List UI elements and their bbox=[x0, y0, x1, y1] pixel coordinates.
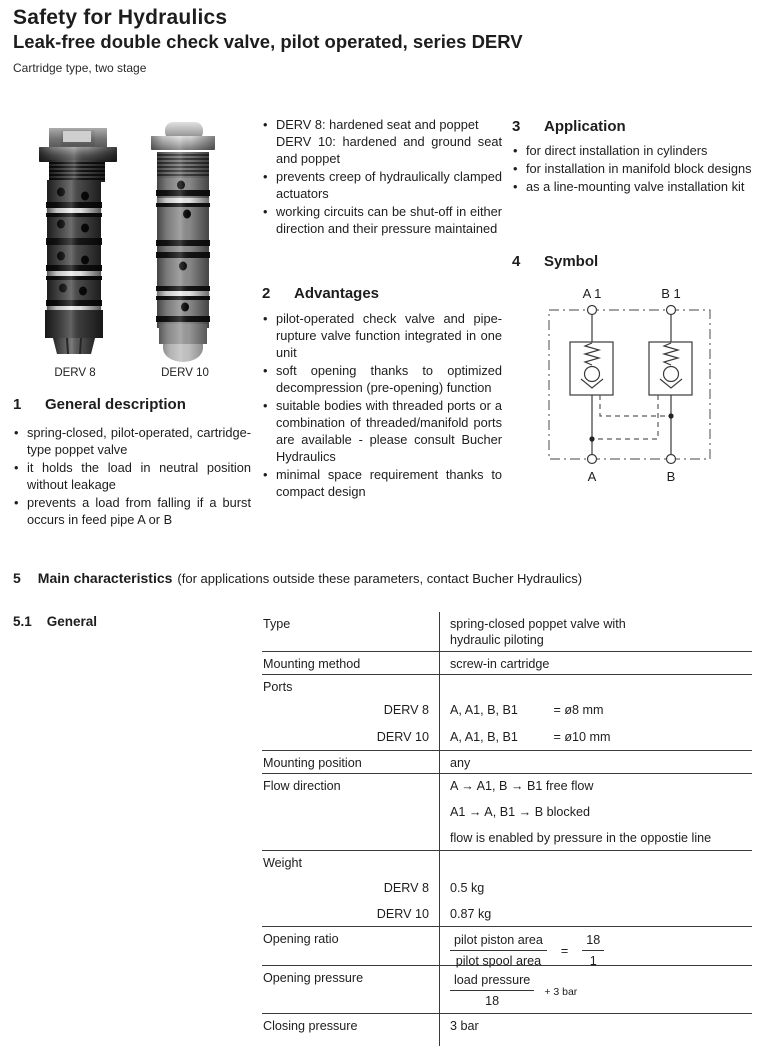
equals-sign: = bbox=[560, 943, 569, 958]
row-value bbox=[439, 675, 752, 698]
spring-icon bbox=[664, 343, 678, 365]
row-sublabel: DERV 10 bbox=[376, 730, 429, 744]
list-item: • it holds the load in neutral position without leakage bbox=[13, 459, 251, 493]
table-row-mounting-method bbox=[262, 652, 752, 675]
row-label: Mounting position bbox=[263, 756, 362, 770]
section-general-description-heading bbox=[13, 396, 251, 414]
port-label-a1: A 1 bbox=[582, 286, 602, 301]
advantages-list bbox=[262, 310, 502, 501]
table-row-ports bbox=[262, 675, 752, 698]
section-title: General description bbox=[45, 396, 186, 413]
row-value: 0.87 kg bbox=[439, 902, 752, 926]
symbol-envelope bbox=[549, 310, 710, 459]
row-value: A, A1, B, B1 = ø10 mm bbox=[439, 725, 752, 750]
list-item: • working circuits can be shut-off in either direction and their pressure maintained bbox=[262, 203, 502, 237]
row-label: Type bbox=[263, 617, 291, 631]
junction-dot bbox=[668, 413, 673, 418]
port-label-a: A bbox=[587, 469, 597, 484]
list-item: • suitable bodies with threaded ports or a combination of threaded/manifold ports are available - please consult Bucher Hydraulics bbox=[262, 397, 502, 465]
list-item: • soft opening thanks to optimized decompression (pre-opening) function bbox=[262, 362, 502, 396]
section-application-heading bbox=[512, 118, 764, 136]
check-ball-icon bbox=[585, 367, 600, 382]
list-item: • pilot-operated check valve and pipe-rupture valve function integrated in one unit bbox=[262, 310, 502, 361]
table-row-ports-derv10 bbox=[262, 725, 752, 751]
row-value: 0.5 kg bbox=[439, 876, 752, 902]
list-item: • prevents a load from falling if a burst occurs in feed pipe A or B bbox=[13, 494, 251, 528]
section-number: 4 bbox=[512, 253, 521, 270]
row-value: 3 bar bbox=[439, 1014, 752, 1046]
row-sublabel: DERV 10 bbox=[376, 907, 429, 921]
list-item: • minimal space requirement thanks to compact design bbox=[262, 466, 502, 500]
row-value bbox=[439, 966, 752, 1013]
page-subtitle: Leak-free double check valve, pilot operated, series DERV bbox=[13, 31, 523, 52]
product-photo-derv10 bbox=[151, 122, 215, 362]
row-value bbox=[439, 851, 752, 876]
page-title: Safety for Hydraulics bbox=[13, 6, 228, 29]
table-row-flow-direction bbox=[262, 774, 752, 851]
list-item: • for direct installation in cylinders bbox=[512, 142, 762, 159]
row-value: A → A1, B → B1 free flow A1 → A, B1 → B blocked flow is enabled by pressure in the oppostie line bbox=[439, 774, 752, 850]
subsection-number: 5.1 bbox=[13, 614, 32, 629]
port-label-b1: B 1 bbox=[661, 286, 681, 301]
section-title: Advantages bbox=[294, 285, 380, 302]
port-circle-b bbox=[667, 455, 676, 464]
section-title: Symbol bbox=[544, 253, 599, 270]
section-title: Application bbox=[544, 118, 626, 135]
table-row-opening-ratio bbox=[262, 927, 752, 966]
section-number: 3 bbox=[512, 118, 521, 135]
subsection-title: General bbox=[46, 614, 98, 629]
list-item: • as a line-mounting valve installation kit bbox=[512, 178, 762, 195]
table-row-weight-derv8 bbox=[262, 876, 752, 902]
section-note: (for applications outside these parameters, contact Bucher Hydraulics) bbox=[177, 571, 583, 586]
section-symbol-heading bbox=[512, 253, 764, 271]
pressure-suffix: + 3 bar bbox=[544, 986, 578, 998]
row-value bbox=[439, 927, 752, 968]
row-value: any bbox=[439, 751, 752, 773]
ratio-value-fraction: $\frac{18}{1}$ bbox=[582, 932, 604, 969]
subsection-general-heading bbox=[13, 614, 97, 629]
section-advantages-heading bbox=[262, 285, 502, 303]
product-photo-derv8 bbox=[39, 128, 117, 354]
caption-derv8: DERV 8 bbox=[54, 367, 96, 379]
row-value: A, A1, B, B1 = ø8 mm bbox=[439, 698, 752, 725]
table-row-type bbox=[262, 612, 752, 652]
opening-pressure-fraction: $\frac{\text{load pressure}}{18}$ bbox=[450, 972, 534, 1009]
section-number: 1 bbox=[13, 396, 22, 413]
junction-dot bbox=[589, 436, 594, 441]
port-circle-a bbox=[588, 455, 597, 464]
row-label: Weight bbox=[263, 856, 302, 870]
spring-icon bbox=[585, 343, 599, 365]
section-number: 2 bbox=[262, 285, 271, 302]
list-item: • for installation in manifold block designs bbox=[512, 160, 762, 177]
section-number: 5 bbox=[13, 570, 21, 586]
page-tagline: Cartridge type, two stage bbox=[13, 61, 147, 75]
row-value: screw-in cartridge bbox=[439, 652, 752, 674]
section-title: Main characteristics bbox=[37, 570, 173, 586]
table-row-weight-derv10 bbox=[262, 902, 752, 927]
table-row-weight bbox=[262, 851, 752, 876]
table-row-ports-derv8 bbox=[262, 698, 752, 725]
list-item: • prevents creep of hydraulically clamped actuators bbox=[262, 168, 502, 202]
row-label: Flow direction bbox=[263, 779, 341, 793]
check-ball-icon bbox=[664, 367, 679, 382]
features-list bbox=[262, 116, 502, 238]
table-row-closing-pressure bbox=[262, 1014, 752, 1046]
table-row-opening-pressure bbox=[262, 966, 752, 1014]
table-row-mounting-position bbox=[262, 751, 752, 774]
row-label: Ports bbox=[263, 680, 293, 694]
general-description-list bbox=[13, 424, 251, 529]
row-sublabel: DERV 8 bbox=[383, 881, 429, 895]
section-main-characteristics-heading bbox=[13, 570, 758, 586]
row-label: Closing pressure bbox=[263, 1019, 358, 1033]
port-circle-b1 bbox=[667, 306, 676, 315]
list-item: • spring-closed, pilot-operated, cartridge-type poppet valve bbox=[13, 424, 251, 458]
area-ratio-fraction: $\frac{\text{pilot piston area}}{\text{pilot spool area}}$ bbox=[450, 932, 547, 969]
header bbox=[13, 6, 753, 75]
row-sublabel: DERV 8 bbox=[383, 703, 429, 717]
row-label: Opening ratio bbox=[263, 932, 339, 946]
row-label: Opening pressure bbox=[263, 971, 364, 985]
row-label: Mounting method bbox=[263, 657, 361, 671]
row-value: spring-closed poppet valve with hydraulic piloting bbox=[439, 612, 752, 651]
application-list bbox=[512, 142, 762, 196]
list-item: • DERV 8: hardened seat and poppet DERV 10: hardened and ground seat and poppet bbox=[262, 116, 502, 167]
port-circle-a1 bbox=[588, 306, 597, 315]
product-photos bbox=[13, 114, 251, 364]
caption-derv10: DERV 10 bbox=[161, 367, 209, 379]
hydraulic-symbol-diagram bbox=[512, 278, 722, 490]
port-label-b: B bbox=[666, 469, 676, 484]
characteristics-table bbox=[262, 612, 752, 1046]
